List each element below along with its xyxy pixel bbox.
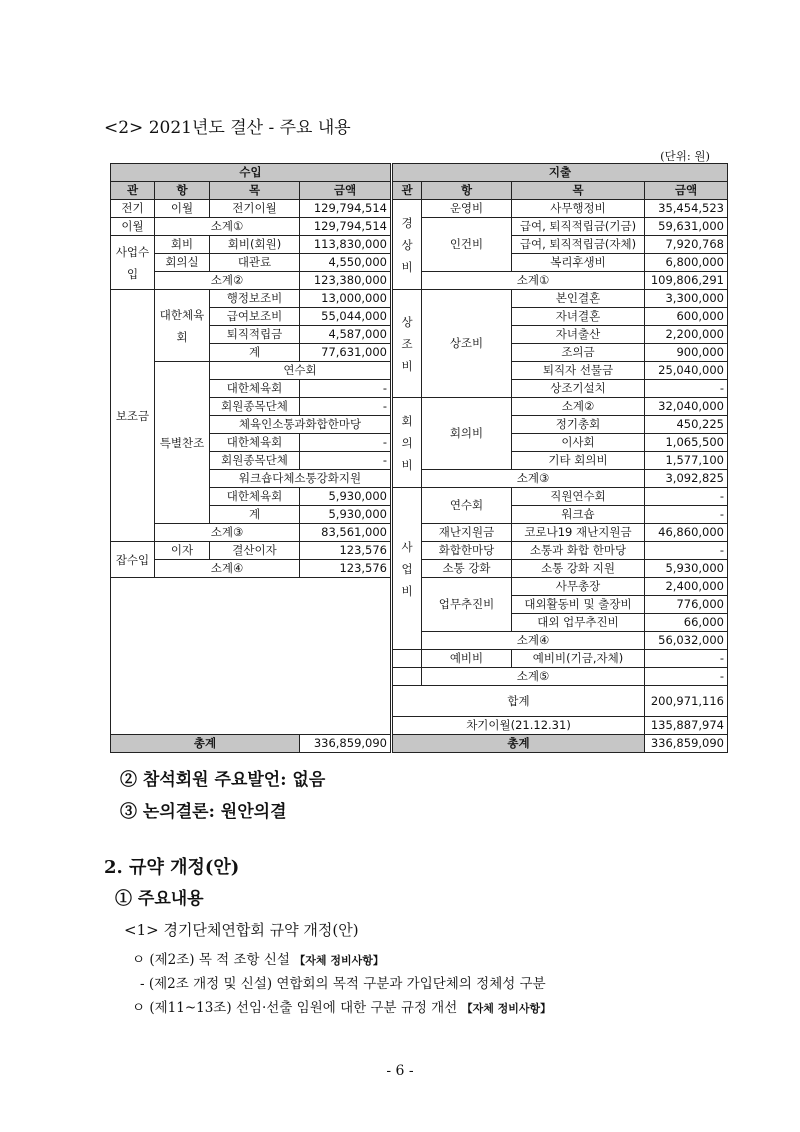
cell: 워크숍다체소통강화지원 (210, 470, 392, 488)
bullet-tag: 【자체 정비사항】 (294, 954, 384, 967)
cell: 776,000 (645, 596, 728, 614)
cell: 전기 (111, 200, 155, 218)
cell: - (300, 398, 392, 416)
col-header: 목 (512, 182, 645, 200)
total-label: 합계 (392, 686, 645, 717)
cell: 업무추진비 (422, 578, 512, 632)
cell: - (645, 542, 728, 560)
cell: 4,587,000 (300, 326, 392, 344)
cell: 109,806,291 (645, 272, 728, 290)
cell: - (645, 488, 728, 506)
cell: 사업수입 (111, 236, 155, 290)
cell: 연수회 (422, 488, 512, 524)
cell: 59,631,000 (645, 218, 728, 236)
cell: 기타 회의비 (512, 452, 645, 470)
cell: 급여보조비 (210, 308, 300, 326)
cell: 129,794,514 (300, 218, 392, 236)
col-header: 금액 (645, 182, 728, 200)
cell: 행정보조비 (210, 290, 300, 308)
cell: 129,794,514 (300, 200, 392, 218)
col-header: 항 (155, 182, 210, 200)
cell: 예비비 (422, 650, 512, 668)
cell: - (645, 506, 728, 524)
bullet-text: ㅇ (제2조) 목 적 조항 신설 (132, 952, 290, 968)
cell: 56,032,000 (645, 632, 728, 650)
cell: 회의실 (155, 254, 210, 272)
cell: 사무행정비 (512, 200, 645, 218)
cell: 워크숍 (512, 506, 645, 524)
cell: 직원연수회 (512, 488, 645, 506)
cell: 5,930,000 (300, 506, 392, 524)
cell: 연수회 (210, 362, 392, 380)
cell: 25,040,000 (645, 362, 728, 380)
carryover-label: 차기이월(21.12.31) (392, 717, 645, 735)
bullet-item (132, 996, 551, 1016)
cell: 이사회 (512, 434, 645, 452)
cell: 사무총장 (512, 578, 645, 596)
cell: 7,920,768 (645, 236, 728, 254)
col-header: 관 (392, 182, 422, 200)
cell: 급여, 퇴직적립금(자체) (512, 236, 645, 254)
cell (392, 668, 422, 686)
grand-total-value: 336,859,090 (645, 735, 728, 753)
cell: 123,576 (300, 542, 392, 560)
cell: 소통 강화 (422, 560, 512, 578)
col-header: 관 (111, 182, 155, 200)
expense-title: 지출 (392, 164, 728, 182)
col-header: 목 (210, 182, 300, 200)
total-value: 200,971,116 (645, 686, 728, 717)
cell: - (645, 650, 728, 668)
table-row (111, 200, 728, 218)
cell: 대한체육회 (210, 434, 300, 452)
grand-total-value: 336,859,090 (300, 735, 392, 753)
section-heading: <2> 2021년도 결산 - 주요 내용 (104, 118, 351, 138)
cell: 화합한마당 (422, 542, 512, 560)
budget-table (110, 163, 728, 753)
cell: 이월 (155, 200, 210, 218)
cell: 정기총회 (512, 416, 645, 434)
cell: 회비 (155, 236, 210, 254)
cell: 대외활동비 및 출장비 (512, 596, 645, 614)
cell: 계 (210, 344, 300, 362)
cell: 특별찬조 (155, 362, 210, 524)
bullet-item (132, 948, 384, 968)
cell (392, 650, 422, 668)
cell: 경상비 (392, 200, 422, 290)
cell: 123,380,000 (300, 272, 392, 290)
cell: - (645, 668, 728, 686)
cell: 대관료 (210, 254, 300, 272)
cell: 450,225 (645, 416, 728, 434)
cell: 회원종목단체 (210, 452, 300, 470)
cell: 체육인소통과화합한마당 (210, 416, 392, 434)
table-row (111, 290, 728, 308)
cell: 66,000 (645, 614, 728, 632)
cell: 보조금 (111, 290, 155, 542)
cell: 5,930,000 (300, 488, 392, 506)
cell: 계 (210, 506, 300, 524)
cell: 퇴직자 선물금 (512, 362, 645, 380)
cell: 2,400,000 (645, 578, 728, 596)
cell: 소계③ (422, 470, 645, 488)
cell: 35,454,523 (645, 200, 728, 218)
table-title-row (111, 164, 728, 182)
bullet-tag: 【자체 정비사항】 (461, 1002, 552, 1015)
cell: 운영비 (422, 200, 512, 218)
cell: 600,000 (645, 308, 728, 326)
cell: 예비비(기금,자체) (512, 650, 645, 668)
col-header: 항 (422, 182, 512, 200)
grand-total-label: 총계 (392, 735, 645, 753)
cell: 코로나19 재난지원금 (512, 524, 645, 542)
cell: 55,044,000 (300, 308, 392, 326)
empty-income-cell (111, 578, 392, 735)
cell: 퇴직적립금 (210, 326, 300, 344)
cell: 회의비 (422, 398, 512, 470)
cell: 상조비 (422, 290, 512, 398)
section-title: 2. 규약 개정(안) (104, 857, 240, 878)
cell: 소계④ (155, 560, 300, 578)
cell: 6,800,000 (645, 254, 728, 272)
cell: 조의금 (512, 344, 645, 362)
cell: 본인결혼 (512, 290, 645, 308)
cell: 결산이자 (210, 542, 300, 560)
cell: 소통과 화합 한마당 (512, 542, 645, 560)
cell: 83,561,000 (300, 524, 392, 542)
cell: 2,200,000 (645, 326, 728, 344)
cell: 46,860,000 (645, 524, 728, 542)
cell: 1,065,500 (645, 434, 728, 452)
cell: 3,300,000 (645, 290, 728, 308)
cell: - (300, 452, 392, 470)
cell: 900,000 (645, 344, 728, 362)
cell: 자녀결혼 (512, 308, 645, 326)
grand-total-label: 총계 (111, 735, 300, 753)
cell: - (645, 380, 728, 398)
cell: 123,576 (300, 560, 392, 578)
bullet-text: ㅇ (제11~13조) 선임·선출 임원에 대한 구분 규정 개선 (132, 1000, 458, 1016)
cell: 113,830,000 (300, 236, 392, 254)
col-header: 금액 (300, 182, 392, 200)
cell: 급여, 퇴직적립금(기금) (512, 218, 645, 236)
result-conclusion: ③ 논의결론: 원안의결 (120, 802, 287, 822)
cell: 5,930,000 (645, 560, 728, 578)
cell: 대한체육회 (210, 380, 300, 398)
cell: 77,631,000 (300, 344, 392, 362)
cell: 전기이월 (210, 200, 300, 218)
cell: 잡수입 (111, 542, 155, 578)
cell: 1,577,100 (645, 452, 728, 470)
cell: 상조비 (392, 290, 422, 398)
cell: 3,092,825 (645, 470, 728, 488)
cell: - (300, 380, 392, 398)
cell: 소계② (512, 398, 645, 416)
cell: 상조기설치 (512, 380, 645, 398)
cell: 자녀출산 (512, 326, 645, 344)
cell: 대외 업무추진비 (512, 614, 645, 632)
cell: 13,000,000 (300, 290, 392, 308)
cell: 이월 (111, 218, 155, 236)
cell: 대한체육회 (210, 488, 300, 506)
cell: 인건비 (422, 218, 512, 272)
bullet-item: - (제2조 개정 및 신설) 연합회의 목적 구분과 가입단체의 정체성 구분 (140, 976, 546, 992)
column-header-row (111, 182, 728, 200)
cell: - (300, 434, 392, 452)
page-number: - 6 - (386, 1063, 414, 1079)
income-title: 수입 (111, 164, 392, 182)
cell: 소통 강화 지원 (512, 560, 645, 578)
cell: 4,550,000 (300, 254, 392, 272)
subsection-title: ① 주요내용 (115, 889, 204, 909)
item-title: <1> 경기단체연합회 규약 개정(안) (124, 921, 359, 939)
cell: 회비(회원) (210, 236, 300, 254)
cell: 복리후생비 (512, 254, 645, 272)
cell: 소계① (155, 218, 300, 236)
grand-total-row (111, 735, 728, 753)
cell: 소계③ (155, 524, 300, 542)
cell: 회의비 (392, 398, 422, 488)
carryover-value: 135,887,974 (645, 717, 728, 735)
cell: 32,040,000 (645, 398, 728, 416)
result-speech: ② 참석회원 주요발언: 없음 (120, 770, 326, 790)
cell: 소계⑤ (422, 668, 645, 686)
cell: 재난지원금 (422, 524, 512, 542)
cell: 사업비 (392, 488, 422, 650)
cell: 소계② (155, 272, 300, 290)
cell: 회원종목단체 (210, 398, 300, 416)
cell: 소계① (422, 272, 645, 290)
cell: 대한체육회 (155, 290, 210, 362)
unit-label: (단위: 원) (660, 149, 710, 163)
cell: 소계④ (422, 632, 645, 650)
cell: 이자 (155, 542, 210, 560)
